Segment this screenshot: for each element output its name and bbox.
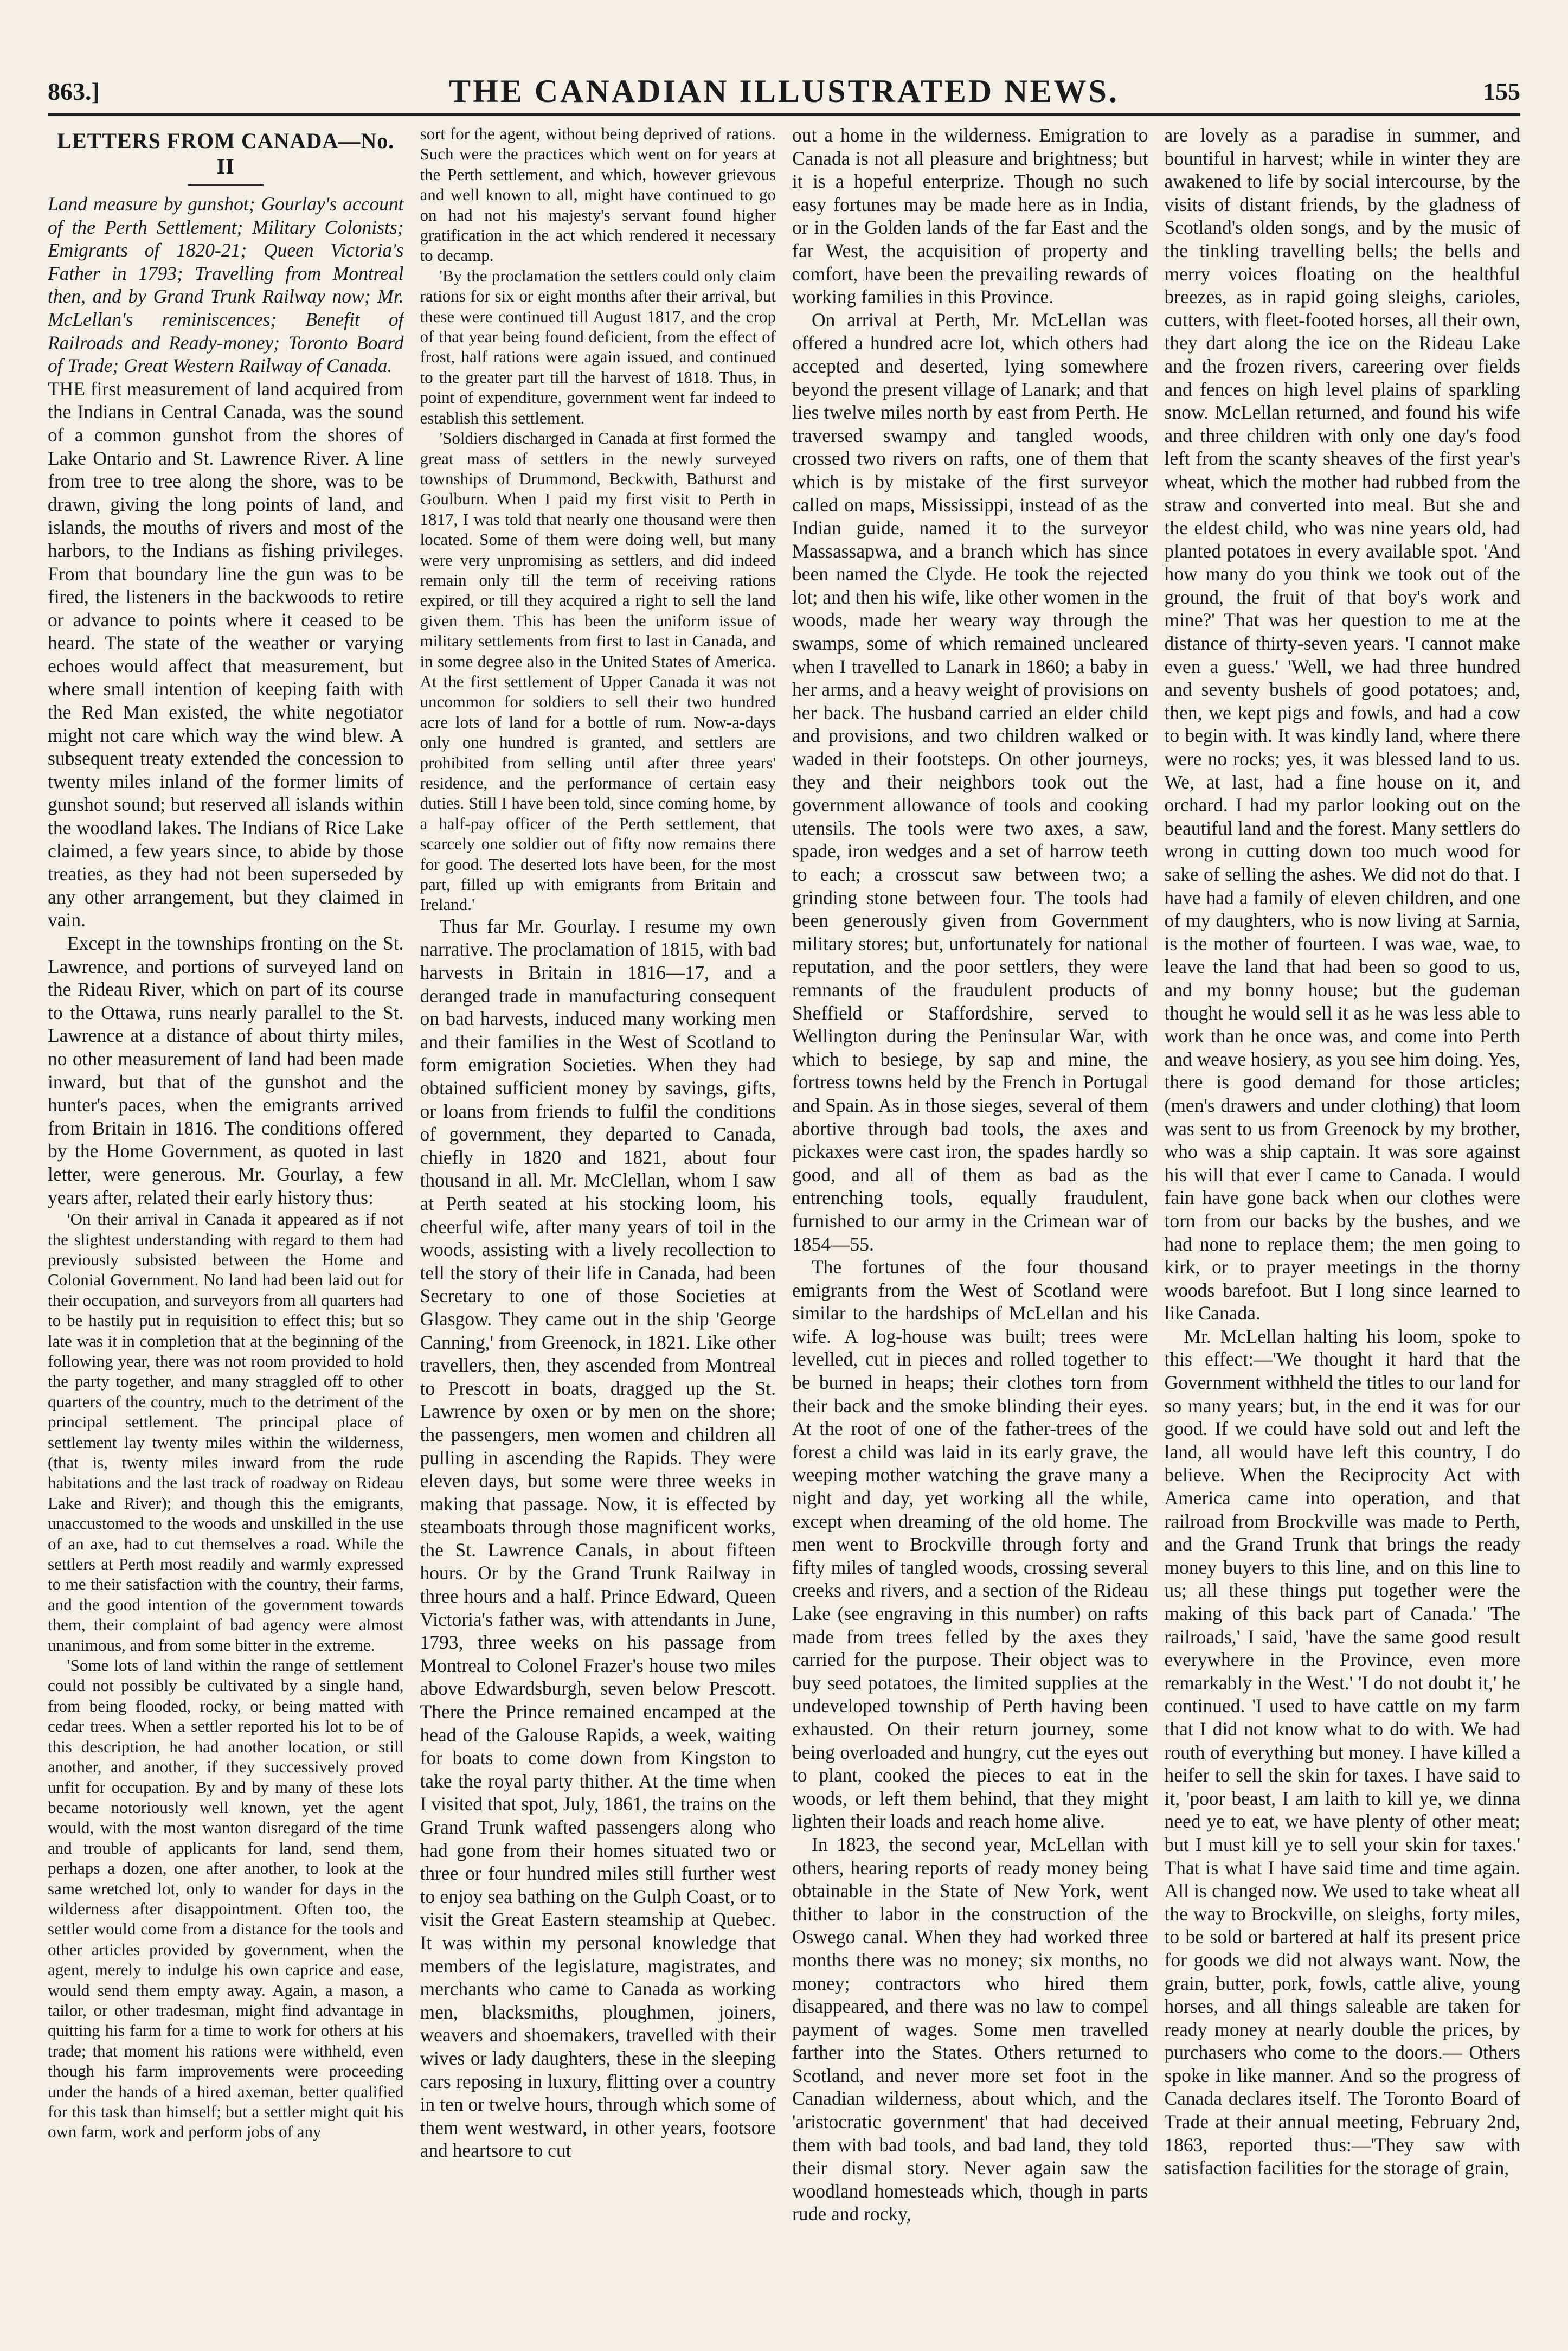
- paragraph: 'Some lots of land within the range of settlement could not possibly be cultivated by a single hand, from being flooded, rocky, or being matted with cedar trees. When a settler reported his lot to be of this description, he had another location, or still another, and another, if they successively proved unfit for occupation. By and by many of these lots became notoriously well known, yet the agent would, with the most wanton disregard of the time and trouble of applicants for land, send them, perhaps a dozen, one after another, to look at the same wretched lot, only to wander for days in the wilderness after disappointment. Often too, the settler would come from a distance for the tools and other articles provided by government, when the agent, merely to indulge his own caprice and ease, would send them empty away. Again, a mason, a tailor, or other tradesman, might find advantage in quitting his farm for a time to work for others at his trade; that moment his rations were withheld, even though his farm improvements were proceeding under the hands of a hired axeman, better qualified for this task than himself; but a settler might quit his own farm, work and perform jobs of any: [48, 1656, 404, 2142]
- paragraph: 'Soldiers discharged in Canada at first formed the great mass of settlers in the newly surveyed townships of Drummond, Beckwith, Bathurst and Goulburn. When I paid my first visit to Perth in 1817, I was told that nearly one thousand were then located. Some of them were doing well, but many were very unpromising as settlers, and did indeed remain only till the term of receiving rations expired, or till they acquired a right to sell the land given them. This has been the uniform issue of military settlements from first to last in Canada, and in some degree also in the United States of America. At the first settlement of Upper Canada it was not uncommon for soldiers to sell their two hundred acre lots of land for a bottle of rum. Now-a-days only one hundred is granted, and settlers are prohibited from selling until after three years' residence, and the performance of certain easy duties. Still I have been told, since coming home, by a half-pay officer of the Perth settlement, that scarcely one soldier out of fifty now remains there for good. The deserted lots have been, for the most part, filled up with emigrants from Britain and Ireland.': [420, 428, 776, 914]
- newspaper-title: THE CANADIAN ILLUSTRATED NEWS.: [449, 73, 1119, 109]
- paragraph: Except in the townships fronting on the St. Lawrence, and portions of surveyed land on the Rideau River, which on part of its course to the Ottawa, runs nearly parallel to the St. Lawrence at a distance of about thirty miles, no other measurement of land had been made inward, but that of the gunshot and the hunter's paces, when the emigrants arrived from Britain in 1816. The conditions offered by the Home Government, as quoted in last letter, were generous. Mr. Gourlay, a few years after, related their early history thus:: [48, 932, 404, 1208]
- page-header: [48, 69, 1520, 116]
- page-number: 155: [1483, 77, 1520, 105]
- column-1-body: [48, 377, 404, 2142]
- column-4: [1165, 124, 1521, 2331]
- paragraph: Thus far Mr. Gourlay. I resume my own narrative. The proclamation of 1815, with bad harvests in Britain in 1816—17, and a deranged trade in manufacturing consequent on bad harvests, induced many working men and their families in the West of Scotland to form emigration Societies. When they had obtained sufficient money by savings, gifts, or loans from friends to fulfil the conditions of government, they departed to Canada, chiefly in 1820 and 1821, about four thousand in all. Mr. McClellan, whom I saw at Perth seated at his stocking loom, his cheerful wife, after many years of toil in the woods, assisting with a lively recollection to tell the story of their life in Canada, had been Secretary to one of those Societies at Glasgow. They came out in the ship 'George Canning,' from Greenock, in 1821. Like other travellers, then, they ascended from Montreal to Prescott in boats, dragged up the St. Lawrence by oxen or by men on the shore; the passengers, men women and children all pulling in ascending the Rapids. They were eleven days, but some were three weeks in making that passage. Now, it is effected by steamboats through those magnificent works, the St. Lawrence Canals, in about fifteen hours. Or by the Grand Trunk Railway in three hours and a half. Prince Edward, Queen Victoria's father was, with attendants in June, 1793, three weeks on his passage from Montreal to Colonel Frazer's house two miles above Edwardsburgh, seven below Prescott. There the Prince remained encamped at the head of the Galouse Rapids, a week, waiting for boats to come down from Kingston to take the royal party thither. At the time when I visited that spot, July, 1861, the trains on the Grand Trunk wafted passengers along who had gone from their homes situated two or three or four hundred miles still further west to enjoy sea bathing on the Gulph Coast, or to visit the Great Eastern steamship at Quebec. It was within my personal knowledge that members of the legislature, magistrates, and merchants who came to Canada as working men, blacksmiths, ploughmen, joiners, weavers and shoemakers, travelled with their wives or lady daughters, these in the sleeping cars reposing in luxury, flitting over a country in ten or twelve hours, through which some of them went westward, in other years, footsore and heartsore to cut: [420, 915, 776, 2162]
- paragraph: 'On their arrival in Canada it appeared as if not the slightest understanding with regard to them had previously subsisted between the Home and Colonial Government. No land had been laid out for their occupation, and surveyors from all quarters had to be hastily put in requisition to effect this; but so late was it in completion that at the beginning of the following year, there was not room provided to hold the party together, and many straggled off to other quarters of the country, much to the detriment of the principal settlement. The principal place of settlement lay twenty miles within the wilderness, (that is, twenty miles inward from the rude habitations and the last track of roadway on Rideau Lake and River); and though this the emigrants, unaccustomed to the woods and unskilled in the use of an axe, had to cut themselves a road. While the settlers at Perth most readily and warmly expressed to me their satisfaction with the country, their farms, and the good intention of the government towards them, their complaint of bad agency were almost unanimous, and from some bitter in the extreme.: [48, 1209, 404, 1655]
- column-4-body: [1165, 124, 1521, 2180]
- header-year: 863.]: [48, 77, 100, 105]
- paragraph: out a home in the wilderness. Emigration to Canada is not all pleasure and brightness; but it is a hopeful enterprize. Though no such easy fortunes may be made here as in India, or in the Golden lands of the far East and the far West, the acquisition of property and comfort, have been the prevailing rewards of working families in this Province.: [792, 124, 1148, 308]
- article-summary: Land measure by gunshot; Gourlay's account of the Perth Settlement; Military Colonists; Emigrants of 1820-21; Queen Victoria's Father in 1793; Travelling from Montreal then, and by Grand Trunk Railway now; Mr. McLellan's reminiscences; Benefit of Railroads and Ready-money; Toronto Board of Trade; Great Western Railway of Canada.: [48, 193, 404, 377]
- paragraph: 'By the proclamation the settlers could only claim rations for six or eight months after their arrival, but these were continued till August 1817, and the crop of that year being found deficient, from the effect of frost, half rations were again issued, and continued to the greater part till the harvest of 1818. Thus, in point of expenditure, government went far indeed to establish this settlement.: [420, 266, 776, 427]
- paragraph: Mr. McLellan halting his loom, spoke to this effect:—'We thought it hard that the Government withheld the titles to our land for so many years; but, in the end it was for our good. If we could have sold out and left the land, all would have left this country, I do believe. When the Reciprocity Act with America came into operation, and that railroad from Brockville was made to Perth, and the Grand Trunk that brings the ready money buyers to this line, and on this line to us; all these things put together were the making of this back part of Canada.' 'The railroads,' I said, 'have the same good result everywhere in the Province, even more remarkably in the West.' 'I do not doubt it,' he continued. 'I used to have cattle on my farm that I did not know what to do with. We had routh of everything but money. I have killed a heifer to sell the skin for taxes. I have said to it, 'poor beast, I am laith to kill ye, we dinna need ye to eat, we have plenty of other meat; but I must kill ye to sell your skin for taxes.' That is what I have said time and time again. All is changed now. We used to take wheat all the way to Brockville, on sleighs, forty miles, to be sold or bartered at half its present price for goods we did not always want. Now, the grain, butter, pork, fowls, cattle alive, young horses, and all things saleable are taken for ready money at nearly double the prices, by purchasers who come to the doors.— Others spoke in like manner. And so the progress of Canada declares itself. The Toronto Board of Trade at their annual meeting, February 2nd, 1863, reported thus:—'They saw with satisfaction facilities for the storage of grain,: [1164, 1325, 1520, 2179]
- paragraph: sort for the agent, without being deprived of rations. Such were the practices which went on for years at the Perth settlement, and which, however grievous and well known to all, might have continued to go on had not his majesty's servant found higher gratification in the act which rendered it necessary to decamp.: [420, 124, 776, 265]
- column-1: [48, 124, 404, 2331]
- paragraph: The fortunes of the four thousand emigrants from the West of Scotland were similar to the hardships of McLellan and his wife. A log-house was built; trees were levelled, cut in pieces and rolled together to be burned in heaps; their clothes torn from their back and the smoke blinding their eyes. At the root of one of the father-trees of the forest a child was laid in its early grave, the weeping mother watching the grave many a night and day, yet working all the while, except when dreaming of the old home. The men went to Brockville through forty and fifty miles of tangled woods, crossing several creeks and rivers, and a section of the Rideau Lake (see engraving in this number) on rafts made from trees felled by the axes they carried for the purpose. Their object was to buy seed potatoes, the limited supplies at the undeveloped township of Perth having been exhausted. On their return journey, some being overloaded and hungry, cut the eyes out to plant, cooked the pieces to eat in the woods, or left them behind, that they might lighten their loads and reach home alive.: [792, 1256, 1148, 1833]
- paragraph: are lovely as a paradise in summer, and bountiful in harvest; while in winter they are awakened to life by social intercourse, by the visits of distant friends, by the gladness of Scotland's olden songs, and by the music of the tinkling travelling bells; the bells and merry voices floating on the healthful breezes, as in rapid going sleighs, carioles, cutters, with fleet-footed horses, all their own, they dart along the ice on the Rideau Lake and the frozen rivers, careering over fields and fences on high level plains of sparkling snow. McLellan returned, and found his wife and three children with only one day's food left from the scanty sheaves of the first year's wheat, which the mother had rubbed from the straw and converted into meal. But she and the eldest child, who was nine years old, had planted potatoes in every available spot. 'And how many do you think we took out of the ground, the fruit of that boy's work and mine?' That was her question to me at the distance of thirty-seven years. 'I cannot make even a guess.' 'Well, we had three hundred and seventy bushels of good potatoes; and, then, we kept pigs and fowls, and had a cow to begin with. It was kindly land, where there were no rocks; yes, it was blessed land to us. We, at last, had a fine house on it, and orchard. I had my parlor looking out on the beautiful land and the forest. Many settlers do wrong in cutting down too much wood for sake of selling the ashes. We did not do that. I have had a family of eleven children, and one of my daughters, who is now living at Sarnia, is the mother of fourteen. I was wae, wae, to leave the land that had been so good to us, and my bonny house; but the gudeman thought he would sell it as he was less able to work than he once was, and come into Perth and weave hosiery, as you see him doing. Yes, there is good demand for those articles; (men's drawers and under clothing) that loom was sent to us from Greenock by my brother, who was a ship captain. It was sore against his will that ever I came to Canada. I would fain have gone back when our clothes were torn from our backs by the bushes, and we had none to replace them; the men going to kirk, or to prayer meetings in the thorny woods barefoot. But I long since learned to like Canada.: [1164, 124, 1520, 1324]
- column-2-body: [420, 124, 776, 2162]
- paragraph: On arrival at Perth, Mr. McLellan was offered a hundred acre lot, which others had accepted and deserted, lying somewhere beyond the present village of Lanark; and that lies twelve miles north by east from Perth. He traversed swampy and tangled woods, crossed two rivers on rafts, one of them that which is by mistake of the first surveyor called on maps, Mississippi, instead of as the Indian guide, named it to the surveyor Massassapwa, and a branch which has since been named the Clyde. He took the rejected lot; and then his wife, like other women in the woods, made her weary way through the swamps, some of which remained uncleared when I travelled to Lanark in 1860; a baby in her arms, and a heavy weight of provisions on her back. The husband carried an elder child and provisions, and two children walked or waded in their footsteps. On other journeys, they and their neighbors took out the government allowance of tools and cooking utensils. The tools were two axes, a saw, spade, iron wedges and a set of harrow teeth to each; a crosscut saw between two; a grinding stone between four. The tools had been generously given from Government military stores; but, unfortunately for national reputation, and the poor settlers, they were remnants of the fraudulent products of Sheffield or Staffordshire, served to Wellington during the Peninsular War, with which to besiege, by sap and mine, the fortress towns held by the French in Portugal and Spain. As in those sieges, several of them abortive through bad tools, the axes and pickaxes were cast iron, the spades hardly so good, and all of them as bad as the entrenching tools, equally fraudulent, furnished to our army in the Crimean war of 1854—55.: [792, 309, 1148, 1255]
- column-3-body: [792, 124, 1148, 2226]
- title-rule: [188, 184, 264, 186]
- paragraph: THE first measurement of land acquired from the Indians in Central Canada, was the sound of a common gunshot from the shores of Lake Ontario and St. Lawrence River. A line from tree to tree along the shore, was to be drawn, giving the long points of land, and islands, the mouths of rivers and most of the harbors, to the Indians as fishing privileges. From that boundary line the gun was to be fired, the listeners in the backwoods to retire or advance to points where it ceased to be heard. The state of the weather or varying echoes would affect that measurement, but where small intention of keeping faith with the Red Man existed, the white negotiator might not care which way the wind blew. A subsequent treaty extended the concession to twenty miles inland of the former limits of gunshot sound; but reserved all islands within the woodland lakes. The Indians of Rice Lake claimed, a few years since, to abide by those treaties, as they had not been superseded by any other arrangement, but they claimed in vain.: [48, 377, 404, 931]
- article-title: LETTERS FROM CANADA—No. II: [57, 129, 395, 178]
- column-3: [792, 124, 1148, 2331]
- column-2: [420, 124, 776, 2331]
- paragraph: In 1823, the second year, McLellan with others, hearing reports of ready money being obtainable in the State of New York, went thither to labor in the construction of the Oswego canal. When they had worked three months there was no money; six months, no money; contractors who hired them disappeared, and there was no law to compel payment of wages. Some men travelled farther into the States. Others returned to Scotland, and never more set foot in the Canadian wilderness, about which, and the 'aristocratic government' that had deceived them with bad tools, and bad land, they told their dismal story. Never again saw the woodland homesteads which, though in parts rude and rocky,: [792, 1833, 1148, 2225]
- article-columns: [48, 124, 1520, 2331]
